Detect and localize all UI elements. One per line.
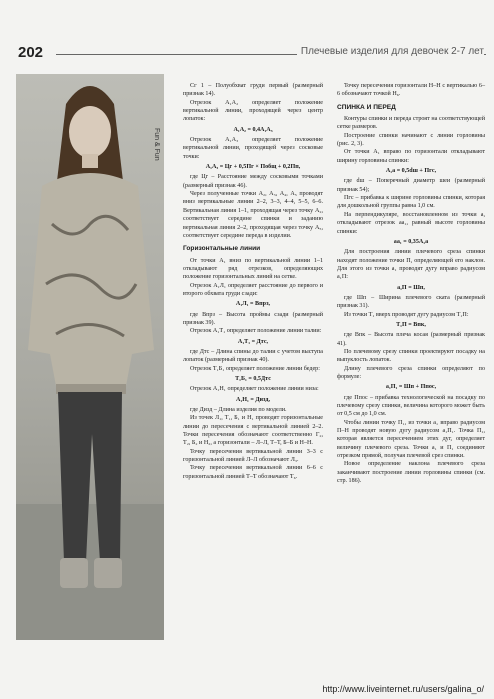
formula: аа₁ = 0,35А₁а (393, 238, 429, 245)
formula: А₁Н₁ = Дизд, (236, 396, 270, 403)
formula: А₁А₂ = 0,4А₁А₃ (233, 126, 273, 133)
paragraph: Точку пересечения вертикальной линии 6–6 с горизонтальной линией Т–Т обозначают Т₆. (183, 465, 323, 480)
formula: А₁Т₁ = Дтс, (237, 338, 269, 345)
paragraph: Контуры спинки и переда строят на соответствующей сетке размеров. (337, 116, 485, 131)
paragraph: Сг 1 – Полуобхват груди первый (размерный признак 14). (183, 83, 323, 98)
formula: а₁П = Шп, (397, 284, 425, 291)
paragraph: Пгс – прибавка к ширине горловины спинки, которая для дошкольной группы равна 1,0 см. (337, 195, 485, 210)
neck-shape (82, 154, 98, 168)
formula: Т₁П = Впк, (396, 321, 426, 328)
paragraph: где Шп – Ширина плечевого ската (размерный признак 31). (337, 294, 485, 310)
formula: а₁П₁ = Шп + Ппос, (385, 384, 437, 391)
paragraph: От точки А₁ вправо по горизонтали откладывают ширину горловины спинки: (337, 149, 485, 164)
paragraph: Из точки Т₁ вверх проводят дугу радиусом Т₁П: (344, 311, 469, 318)
section-heading: СПИНКА И ПЕРЕД (337, 103, 396, 111)
paragraph: где Ппос – прибавка технологической на посадку по плечевому срезу спинки, величина которого может быть от 0,5 см до 1,0 см. (337, 394, 485, 418)
formula: Т₁Б₁ = 0,5Дтс (235, 376, 271, 382)
girl-illustration (16, 74, 164, 640)
paragraph: Отрезок А₁Т₁ определяет положение линии талии: (190, 328, 322, 335)
grass-area (16, 504, 164, 640)
paragraph: где Дтс – Длина спины до талии с учетом выступа лопаток (размерный признак 40). (183, 348, 323, 364)
paragraph: Построение спинки начинают с линии горловины (рис. 2, 3). (337, 132, 485, 148)
paragraph: На перпендикуляре, восстановленном из точки а, откладывают отрезок аа₁, равный высоте горловины спинки: (337, 211, 485, 235)
paragraph: По плечевому срезу спинки проектируют посадку на выпуклость лопаток. (337, 348, 485, 364)
paragraph: Из точек Л₁, Т₁, Б₁ и Н₁ проводят горизонтальные линии до пересечения с вертикальной линией 2–2. Точки пересечения обозначают соответственно Г₂, Т₂, Б₂ и Н₂, а горизонтали – Л–Л, Т–Т, Б–Б и Н–Н. (183, 415, 323, 447)
paragraph: Через полученные точки А₂, А₃, А₄, А₅ проводят вниз вертикальные линии 2–2, 3–3, 4–4, 5–5, 6–6. Вертикальная линия 1–1, проходящая через точку А₂, соответствует середине спинки и заданию вертикальная линия 2–2, проходящая через точку А₅, соответствует середине переда в изделии. (183, 191, 323, 239)
paragraph: Точку пересечения горизонтали Н–Н с вертикалью 6–6 обозначают точкой Н₆. (337, 83, 485, 98)
paragraph: Чтобы линии точку П₁, из точки а₁ вправо радиусом П–Н проводят новую дугу радиусом а₁П₁. Точка П₁, которая является пересечением этих дуг, определяет величину плечевого среза. Точки а₁ и П₁ соединяют отрезком прямой, получая плечевой срез спинки. (337, 419, 485, 460)
paragraph: Отрезок А₁А₂ определяет положение вертикальной линии, проходящей через центр лопаток: (183, 99, 323, 123)
girl-photo (16, 74, 164, 640)
paragraph: где Впк – Высота плеча косая (размерный признак 41). (337, 332, 485, 347)
paragraph: Для построения линии плечевого среза спинки находят положение точки П, определяющей его наклон. Для этого из точки а₁ проводят дугу вправо радиусом а₁П: (337, 249, 485, 281)
paragraph: Отрезок А₁Л₁ определяет расстояние до первого и второго обхвата груди сзади: (183, 282, 323, 297)
page-number: 202 (18, 44, 44, 61)
paragraph: От точки А₁ вниз по вертикальной линии 1–1 откладывают ряд отрезков, определяющих положение горизонтальных линий на сетке. (183, 257, 323, 281)
text-column-right (337, 82, 485, 485)
paragraph: где Дизд – Длина изделия по модели. (190, 407, 287, 414)
paragraph: где Впрз – Высота проймы сзади (размерный признак 39). (183, 311, 323, 326)
photo-credit: Fun & Fun (153, 128, 160, 161)
formula: А₁А₃ = Цг + 0,5Пг × Побщ + 0,2Пп, (205, 164, 301, 171)
paragraph: Отрезок А₁Н₁ определяет положение линии низа: (190, 386, 319, 393)
running-title: Плечевые изделия для девочек 2-7 лет (297, 46, 484, 57)
face-shape (69, 106, 111, 158)
right-boot (94, 558, 122, 588)
paragraph: Длину плечевого среза спинки определяют по формуле: (337, 365, 485, 380)
paragraph: где Цг – Расстояние между сосковыми точками (размерный признак 46). (183, 174, 323, 189)
formula: А₁а = 0,5dш + Пгс, (385, 168, 437, 175)
text-column-middle (183, 82, 323, 481)
paragraph: Отрезок Т₁Б₁ определяет положение линии бедер: (190, 365, 320, 372)
paragraph: где dш – Поперечный диаметр шеи (размерный признак 54); (337, 178, 485, 193)
formula: А₁Л₁ = Впрз, (235, 301, 271, 308)
section-heading: Горизонтальные линии (183, 245, 261, 253)
paragraph: Отрезок А₁А₃ определяет положение вертикальной линии, проходящей через сосковые точки: (183, 137, 323, 160)
paragraph: Точку пересечения вертикальной линии 3–3 с горизонтальной линией Л–Л обозначают Л₃. (183, 448, 323, 464)
paragraph: Новое определение наклона плечевого среза заканчивают построение линии горловины спинки (см. стр. 186). (337, 461, 485, 485)
left-boot (60, 558, 88, 588)
source-url: http://www.liveinternet.ru/users/galina_o/ (322, 684, 484, 694)
